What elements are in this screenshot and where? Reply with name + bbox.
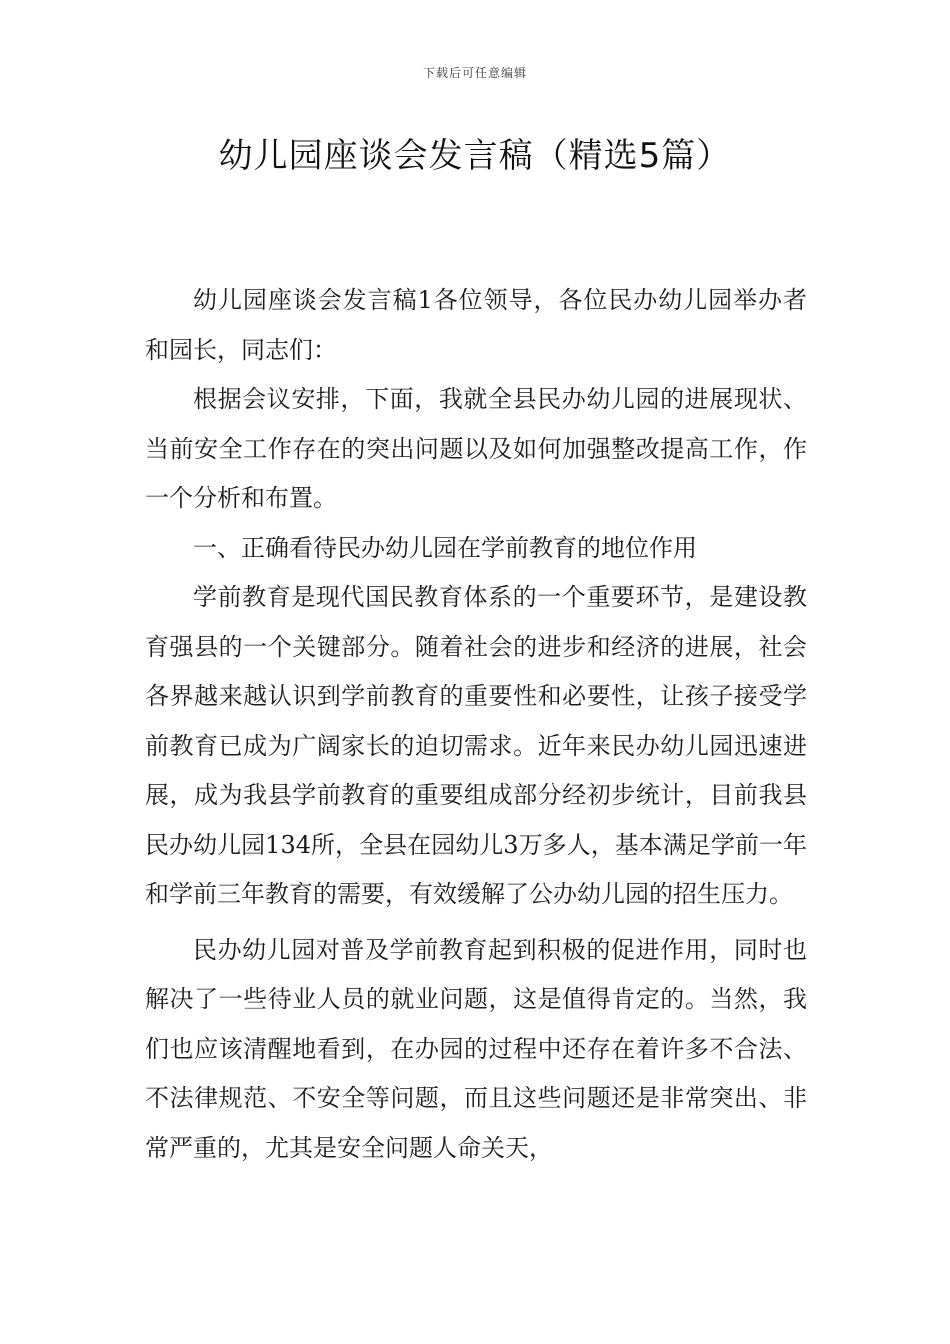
paragraph-greeting: 幼儿园座谈会发言稿1各位领导，各位民办幼儿园举办者和园长，同志们：	[145, 286, 807, 364]
section-heading-1: 一、正确看待民办幼儿园在学前教育的地位作用	[193, 533, 697, 562]
document-body	[145, 276, 807, 1173]
document-title: 幼儿园座谈会发言稿（精选5篇）	[218, 136, 732, 176]
paragraph-intro: 根据会议安排，下面，我就全县民办幼儿园的进展现状、当前安全工作存在的突出问题以及如何加强整改提高工作，作一个分析和布置。	[145, 385, 807, 512]
paragraph-preschool-status: 学前教育是现代国民教育体系的一个重要环节，是建设教育强县的一个关键部分。随着社会的进步和经济的进展，社会各界越来越认识到学前教育的重要性和必要性，让孩子接受学前教育已成为广阔家长的迫切需求。近年来民办幼儿园迅速进展，成为我县学前教育的重要组成部分经初步统计，目前我县民办幼儿园134所，全县在园幼儿3万多人，基本满足学前一年和学前三年教育的需要，有效缓解了公办幼儿园的招生压力。	[145, 583, 807, 908]
paragraph-problems: 民办幼儿园对普及学前教育起到积极的促进作用，同时也解决了一些待业人员的就业问题，这是值得肯定的。当然，我们也应该清醒地看到，在办园的过程中还存在着许多不合法、不法律规范、不安全等问题，而且这些问题还是非常突出、非常严重的，尤其是安全问题人命关天，	[145, 935, 807, 1162]
header-note: 下载后可任意编辑	[422, 66, 527, 80]
